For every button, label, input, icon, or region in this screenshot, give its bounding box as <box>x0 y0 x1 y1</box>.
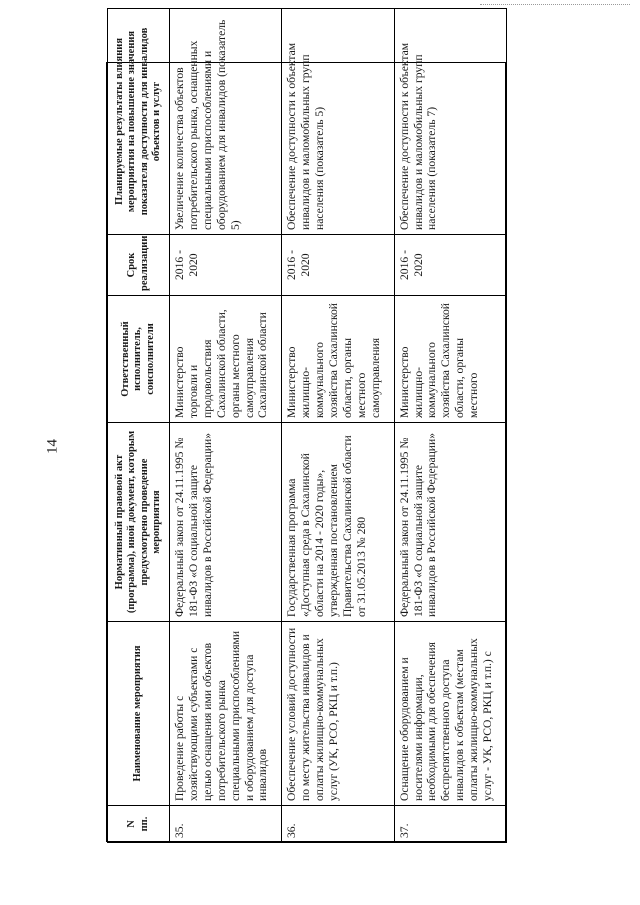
table-row <box>170 9 282 843</box>
measure-name: Оснащение оборудованием и носителями информации, необходимыми для обеспечения беспрепятственного доступа инвалидов к объектам (местам оплаты жилищно-коммунальных услуг - УК, РСО, РКЦ и т.п.) с <box>394 622 506 806</box>
measure-name: Обеспечение условий доступности по месту жительства инвалидов и оплаты жилищно-коммунальных услуг (УК, РСО, РКЦ и т.п.) <box>282 622 394 806</box>
executor: Министерство жилищно-коммунального хозяйства Сахалинской области, органы местного <box>394 296 506 423</box>
executor: Министерство торговли и продовольствия Сахалинской области, органы местного самоуправления Сахалинской области <box>170 296 282 423</box>
legal-act: Федеральный закон от 24.11.1995 № 181-ФЗ «О социальной защите инвалидов в Российской Федерации» <box>170 423 282 622</box>
table-row <box>282 9 394 843</box>
header-executor: Ответственный исполнитель, соисполнители <box>108 296 170 423</box>
planned-result: Обеспечение доступности к объектам инвалидов и маломобильных групп населения (показатель 5) <box>282 9 394 235</box>
term: 2016 - 2020 <box>394 235 506 296</box>
row-number: 36. <box>282 806 394 843</box>
header-planned-results: Планируемые результаты влияния мероприятия на повышение значения показателя доступности для инвалидов объектов и услуг <box>108 9 170 235</box>
executor: Министерство жилищно-коммунального хозяйства Сахалинской области, органы местного самоуправления <box>282 296 394 423</box>
row-number: 37. <box>394 806 506 843</box>
term: 2016 - 2020 <box>282 235 394 296</box>
header-measure-name: Наименование мероприятия <box>108 622 170 806</box>
header-legal-act: Нормативный правовой акт (программа), иной документ, которым предусмотрено проведение мероприятия <box>108 423 170 622</box>
planned-result: Обеспечение доступности к объектам инвалидов и маломобильных групп населения (показатель 7) <box>394 9 506 235</box>
legal-act: Федеральный закон от 24.11.1995 № 181-ФЗ «О социальной защите инвалидов в Российской Федерации» <box>394 423 506 622</box>
planned-result: Увеличение количества объектов потребительского рынка, оснащенных специальными приспособлениями и оборудованием для инвалидов (показатель 5) <box>170 9 282 235</box>
term: 2016 - 2020 <box>170 235 282 296</box>
table-header-row <box>108 9 170 843</box>
row-number: 35. <box>170 806 282 843</box>
header-term: Срок реализации <box>108 235 170 296</box>
measure-name: Проведение работы с хозяйствующими субъектами с целью оснащения ими объектов потребительского рынка специальными приспособлениями и оборудованием для доступа инвалидов <box>170 622 282 806</box>
table-grid <box>107 8 507 843</box>
table-row <box>394 9 506 843</box>
measures-table <box>106 19 506 842</box>
legal-act: Государственная программа «Доступная среда в Сахалинской области на 2014 - 2020 годы», утвержденная постановлением Правительства Сахалинской области от 31.05.2013 № 280 <box>282 423 394 622</box>
page-number: 14 <box>44 439 61 454</box>
rotated-table-content <box>107 19 507 843</box>
header-number: N пп. <box>108 806 170 843</box>
